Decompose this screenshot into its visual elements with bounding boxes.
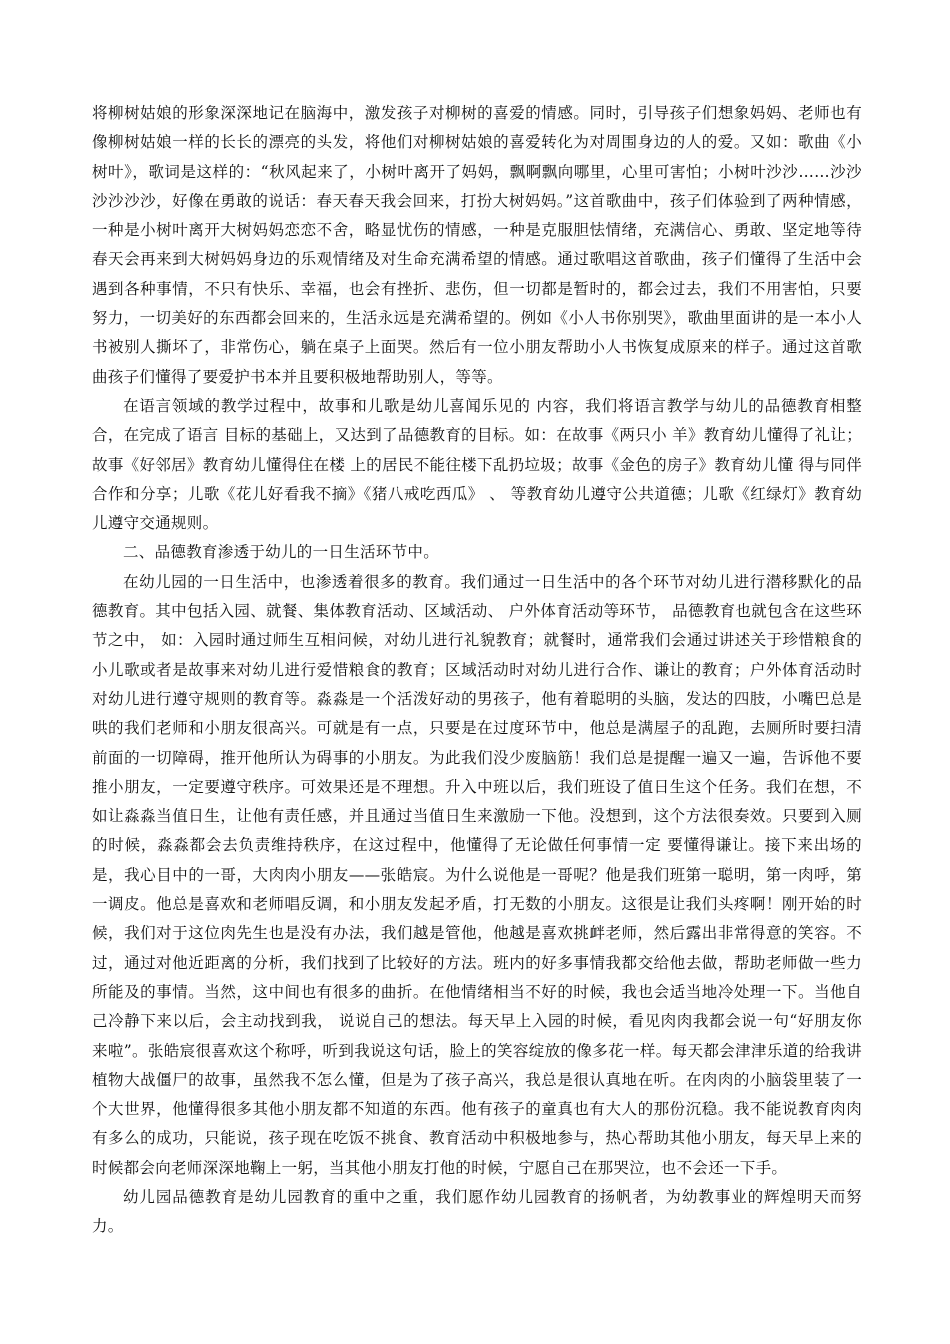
paragraph-daily-life: 在幼儿园的一日生活中，也渗透着很多的教育。我们通过一日生活中的各个环节对幼儿进行潜移默化的品德教育。其中包括入园、就餐、集体教育活动、区域活动、 户外体育活动等环节， 品德教育也就包含在这些环节之中， 如：入园时通过师生互相问候，对幼儿进行礼貌教育；就餐时，通常我们会通过讲述关于珍惜粮食的小儿歌或者是故事来对幼儿进行爱惜粮食的教育；区域活动时对幼儿进行合作、谦让的教育；户外体育活动时对幼儿进行遵守规则的教育等。淼淼是一个活泼好动的男孩子，他有着聪明的头脑，发达的四肢，小嘴巴总是哄的我们老师和小朋友很高兴。可就是有一点，只要是在过度环节中，他总是满屋子的乱跑，去厕所时要扫清前面的一切障碍，推开他所认为碍事的小朋友。为此我们没少废脑筋！我们总是提醒一遍又一遍，告诉他不要推小朋友，一定要遵守秩序。可效果还是不理想。升入中班以后，我们班设了值日生这个任务。我们在想，不如让淼淼当值日生，让他有责任感，并且通过当值日生来激励一下他。没想到，这个方法很奏效。只要到入厕的时候，淼淼都会去负责维持秩序，在这过程中，他懂得了无论做任何事情一定 要懂得谦让。接下来出场的是，我心目中的一哥，大肉肉小朋友——张皓宸。为什么说他是一哥呢？他是我们班第一聪明，第一肉呼，第一调皮。他总是喜欢和老师唱反调，和小朋友发起矛盾，打无数的小朋友。这很是让我们头疼啊！刚开始的时候，我们对于这位肉先生也是没有办法，我们越是管他，他越是喜欢挑衅老师，然后露出非常得意的笑容。不过，通过对他近距离的分析，我们找到了比较好的方法。班内的好多事情我都交给他去做，帮助老师做一些力所能及的事情。当然，这中间也有很多的曲折。在他情绪相当不好的时候，我也会适当地冷处理一下。当他自己冷静下来以后，会主动找到我， 说说自己的想法。每天早上入园的时候，看见肉肉我都会说一句“好朋友你来啦”。张皓宸很喜欢这个称呼，听到我说这句话，脸上的笑容绽放的像多花一样。每天都会津津乐道的给我讲植物大战僵尸的故事，虽然我不怎么懂，但是为了孩子高兴，我总是很认真地在听。在肉肉的小脑袋里装了一个大世界，他懂得很多其他小朋友都不知道的东西。他有孩子的童真也有大人的那份沉稳。我不能说教育肉肉有多么的成功，只能说，孩子现在吃饭不挑食、教育活动中积极地参与，热心帮助其他小朋友，每天早上来的时候都会向老师深深地鞠上一躬，当其他小朋友打他的时候，宁愿自己在那哭泣，也不会还一下手。 xyxy=(92,572,862,1177)
paragraph-language-domain: 在语言领域的教学过程中，故事和儿歌是幼儿喜闻乐见的 内容，我们将语言教学与幼儿的品德教育相整合，在完成了语言 目标的基础上，又达到了品德教育的目标。如：在故事《两只小 羊》教育幼儿懂得了礼让；故事《好邻居》教育幼儿懂得住在楼 上的居民不能往楼下乱扔垃圾；故事《金色的房子》教育幼儿懂 得与同伴合作和分享；儿歌《花儿好看我不摘》《猪八戒吃西瓜》 、 等教育幼儿遵守公共道德；儿歌《红绿灯》教育幼儿遵守交通规则。 xyxy=(92,396,862,533)
document-body xyxy=(92,99,862,1242)
paragraph-conclusion: 幼儿园品德教育是幼儿园教育的重中之重，我们愿作幼儿园教育的扬帆者，为幼教事业的辉煌明天而努力。 xyxy=(92,1187,862,1236)
paragraph-continued: 将柳树姑娘的形象深深地记在脑海中，激发孩子对柳树的喜爱的情感。同时，引导孩子们想象妈妈、老师也有像柳树姑娘一样的长长的漂亮的头发，将他们对柳树姑娘的喜爱转化为对周围身边的人的爱。又如：歌曲《小树叶》，歌词是这样的：“秋风起来了，小树叶离开了妈妈，飘啊飘向哪里，心里可害怕；小树叶沙沙……沙沙沙沙沙沙，好像在勇敢的说话：春天春天我会回来，打扮大树妈妈。”这首歌曲中，孩子们体验到了两种情感，一种是小树叶离开大树妈妈恋恋不舍，略显忧伤的情感，一种是克服胆怯情绪，充满信心、勇敢、坚定地等待春天会再来到大树妈妈身边的乐观情绪及对生命充满希望的情感。通过歌唱这首歌曲，孩子们懂得了生活中会遇到各种事情，不只有快乐、幸福，也会有挫折、悲伤，但一切都是暂时的，都会过去，我们不用害怕，只要努力，一切美好的东西都会回来的，生活永远是充满希望的。例如《小人书你别哭》，歌曲里面讲的是一本小人书被别人撕坏了，非常伤心，躺在桌子上面哭。然后有一位小朋友帮助小人书恢复成原来的样子。通过这首歌曲孩子们懂得了要爱护书本并且要积极地帮助别人，等等。 xyxy=(92,104,862,386)
section-heading: 二、品德教育渗透于幼儿的一日生活环节中。 xyxy=(123,543,440,562)
